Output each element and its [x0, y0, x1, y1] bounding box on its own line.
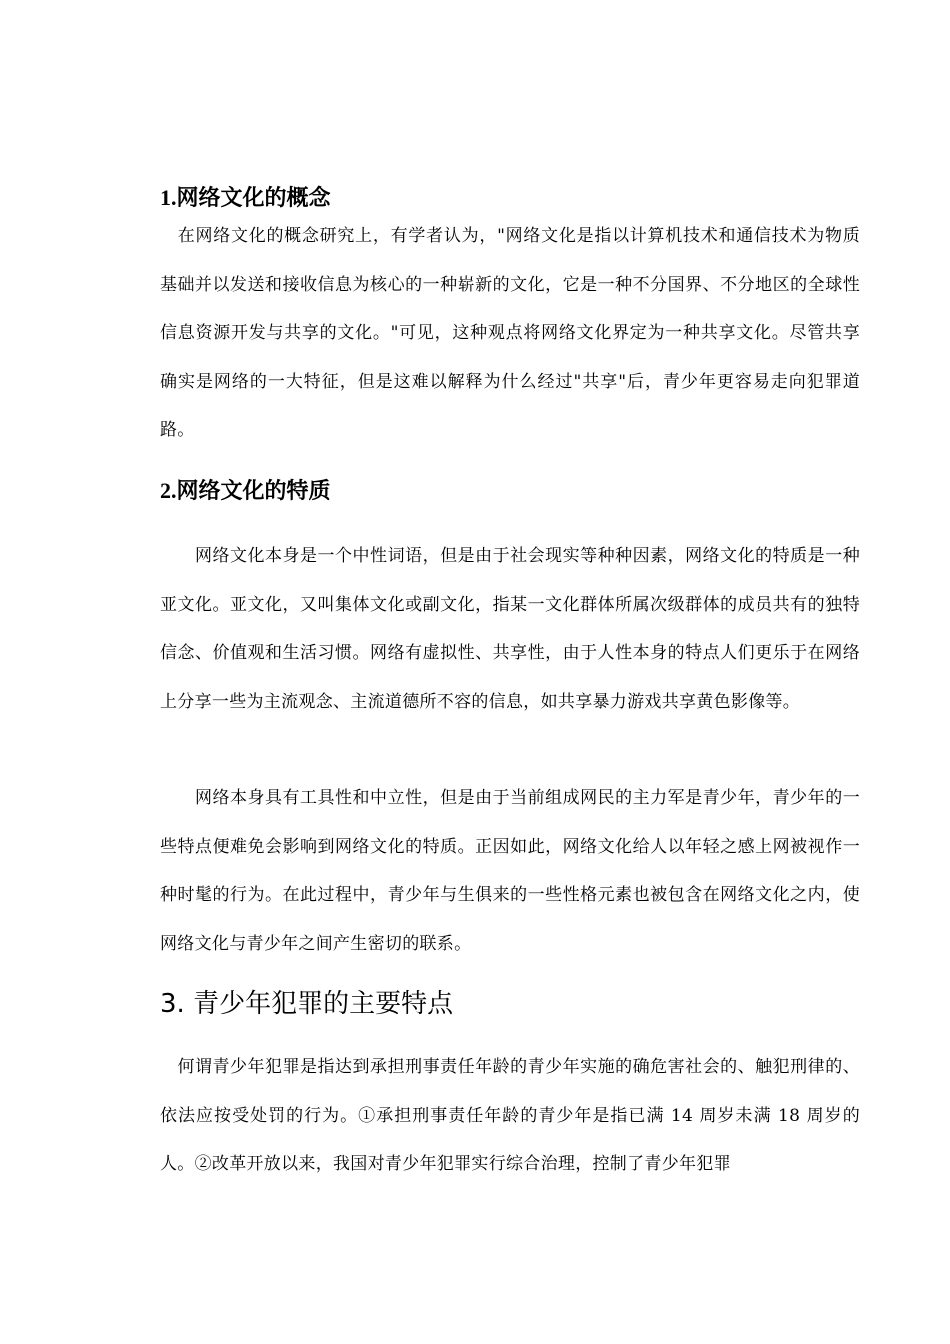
- section-heading-concept: 1.网络文化的概念: [160, 185, 331, 210]
- document-page: [160, 0, 860, 1344]
- section-heading-juvenile-crime: 3. 青少年犯罪的主要特点: [160, 989, 454, 1019]
- paragraph-concept: 在网络文化的概念研究上，有学者认为，"网络文化是指以计算机技术和通信技术为物质基础并以发送和接收信息为核心的一种崭新的文化，它是一种不分国界、不分地区的全球性信息资源开发与共享的文化。"可见，这种观点将网络文化界定为一种共享文化。尽管共享确实是网络的一大特征，但是这难以解释为什么经过"共享"后，青少年更容易走向犯罪道路。: [160, 226, 860, 440]
- section-heading-characteristics: 2.网络文化的特质: [160, 478, 331, 503]
- paragraph-juvenile-crime: 何谓青少年犯罪是指达到承担刑事责任年龄的青少年实施的确危害社会的、触犯刑律的、依法应按受处罚的行为。①承担刑事责任年龄的青少年是指已满 14 周岁未满 18 周岁的人。②改革开放以来，我国对青少年犯罪实行综合治理，控制了青少年犯罪: [160, 1057, 860, 1174]
- paragraph-subculture: 网络文化本身是一个中性词语，但是由于社会现实等种种因素，网络文化的特质是一种亚文化。亚文化，又叫集体文化或副文化，指某一文化群体所属次级群体的成员共有的独特信念、价值观和生活习惯。网络有虚拟性、共享性，由于人性本身的特点人们更乐于在网络上分享一些为主流观念、主流道德所不容的信息，如共享暴力游戏共享黄色影像等。: [160, 546, 860, 712]
- paragraph-youth-influence: 网络本身具有工具性和中立性，但是由于当前组成网民的主力军是青少年，青少年的一些特点便难免会影响到网络文化的特质。正因如此，网络文化给人以年轻之感上网被视作一种时髦的行为。在此过程中，青少年与生俱来的一些性格元素也被包含在网络文化之内，使网络文化与青少年之间产生密切的联系。: [160, 788, 860, 954]
